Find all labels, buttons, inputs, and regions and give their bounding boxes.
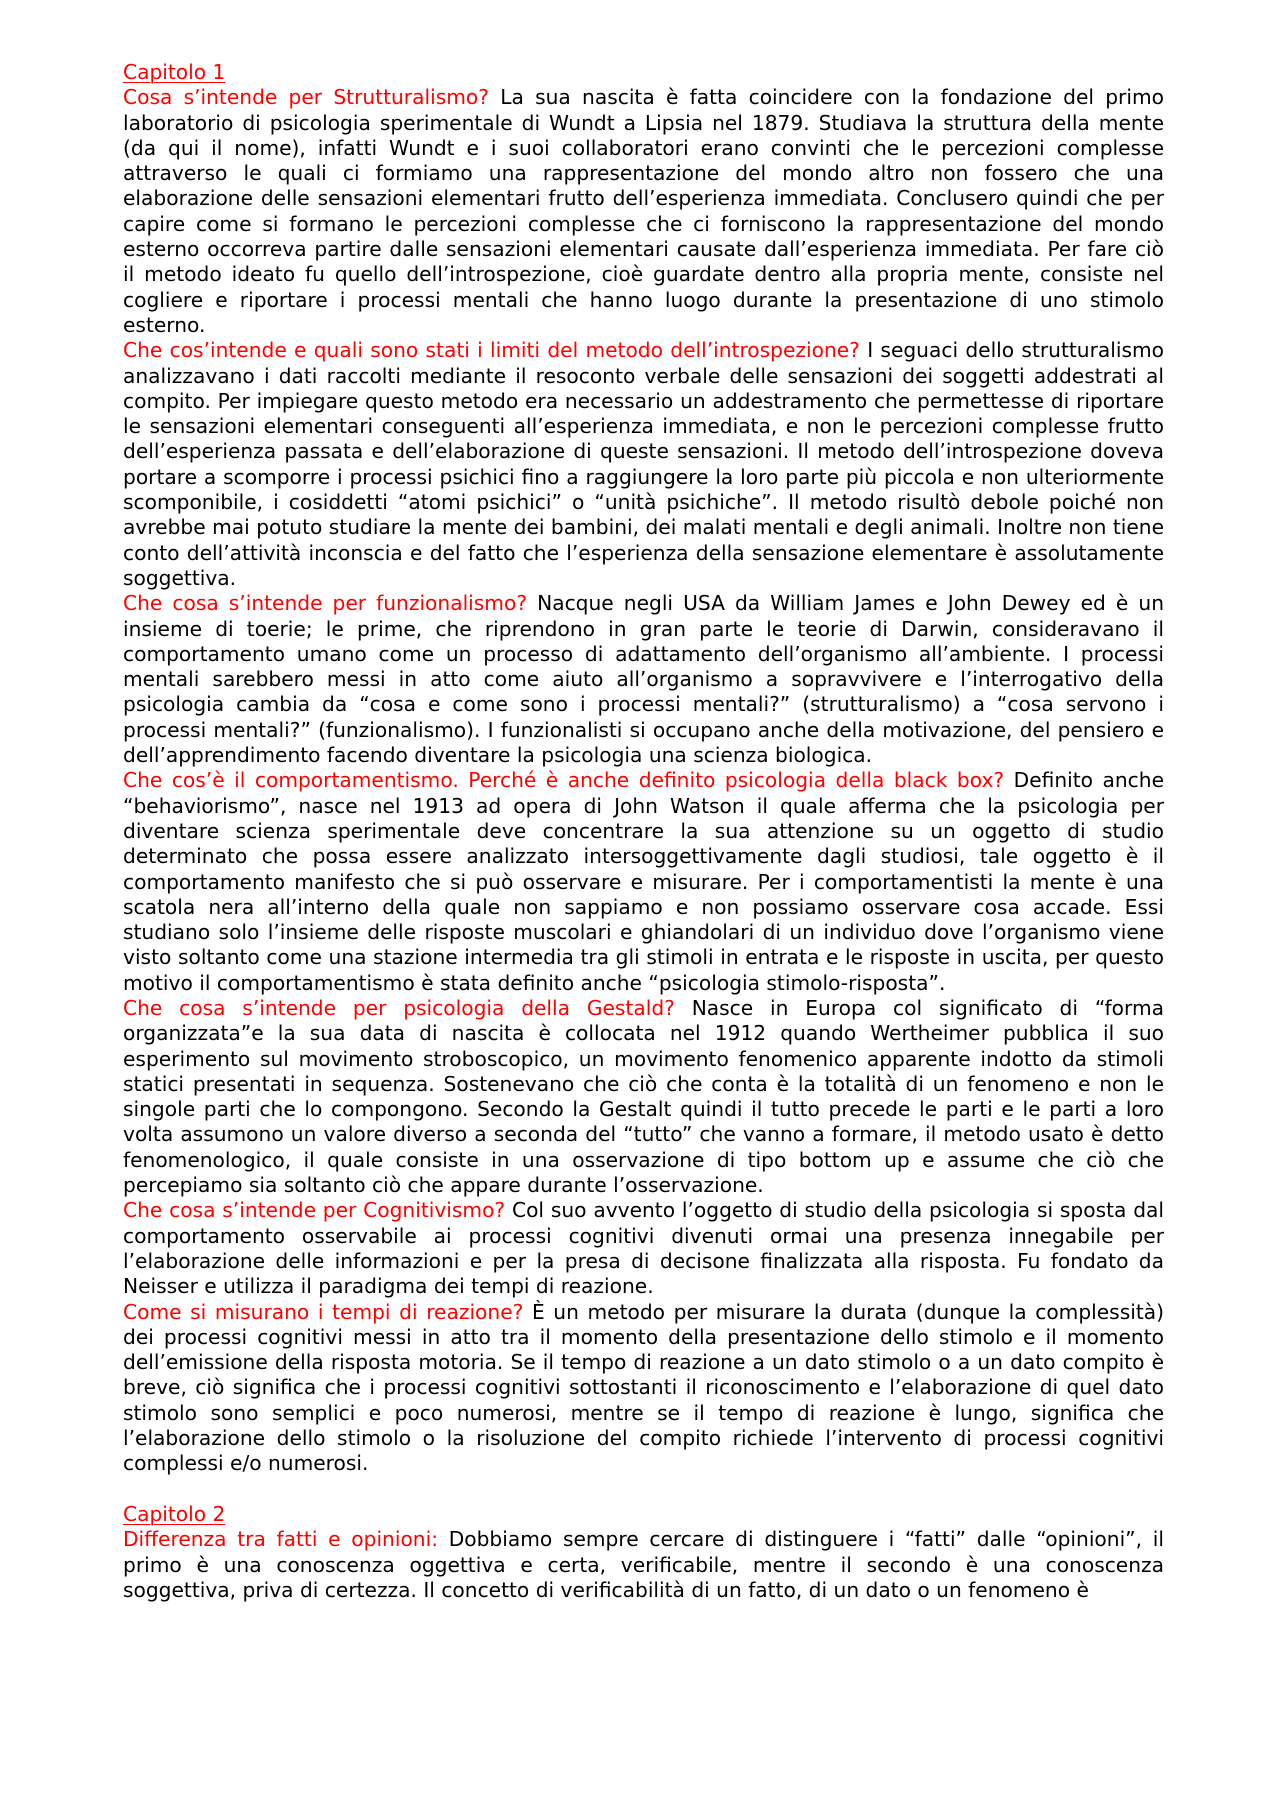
chapter-2-heading: Capitolo 2	[123, 1501, 226, 1526]
question-heading: Come si misurano i tempi di reazione?	[123, 1299, 524, 1324]
section-tempi-reazione	[123, 1300, 1164, 1477]
chapter-1-heading: Capitolo 1	[123, 60, 226, 84]
section-cognitivismo	[123, 1198, 1164, 1299]
section-comportamentismo	[123, 768, 1164, 996]
question-heading: Che cos’intende e quali sono stati i limiti del metodo dell’introspezione?	[123, 338, 860, 363]
section-introspezione	[123, 338, 1164, 591]
question-heading: Che cosa s’intende per psicologia della Gestald?	[123, 995, 675, 1020]
answer-text: Nacque negli USA da William James e John Dewey ed è un insieme di toerie; le prime, che riprendono in gran parte le teorie di Darwin, consideravano il comportamento umano come un processo di adattamento dell’organismo all’ambiente. I processi mentali sarebbero messi in atto come aiuto all’organismo a sopravvivere e l’interrogativo della psicologia cambia da “cosa e come sono i processi mentali?” (strutturalismo) a “cosa servono i processi mentali?” (funzionalismo). I funzionalisti si occupano anche della motivazione, del pensiero e dell’apprendimento facendo diventare la psicologia una scienza biologica.	[123, 591, 1164, 768]
question-heading: Che cosa s’intende per funzionalismo?	[123, 591, 528, 616]
section-funzionalismo	[123, 591, 1164, 768]
answer-text: Dobbiamo sempre cercare di distinguere i “fatti” dalle “opinioni”, il primo è una conoscenza oggettiva e certa, verificabile, mentre il secondo è una conoscenza soggettiva, priva di certezza. Il concetto di verificabilità di un fatto, di un dato o un fenomeno è	[123, 1527, 1164, 1602]
answer-text: La sua nascita è fatta coincidere con la fondazione del primo laboratorio di psicologia sperimentale di Wundt a Lipsia nel 1879. Studiava la struttura della mente (da qui il nome), infatti Wundt e i suoi collaboratori erano convinti che le percezioni complesse attraverso le quali ci formiamo una rappresentazione del mondo altro non fossero che una elaborazione delle sensazioni elementari frutto dell’esperienza immediata. Conclusero quindi che per capire come si formano le percezioni complesse che ci forniscono la rappresentazione del mondo esterno occorreva partire dalle sensazioni elementari causate dall’esperienza immediata. Per fare ciò il metodo ideato fu quello dell’introspezione, cioè guardate dentro alla propria mente, consiste nel cogliere e riportare i processi mentali che hanno luogo durante la presentazione di uno stimolo esterno.	[123, 85, 1164, 337]
answer-text: Col suo avvento l’oggetto di studio della psicologia si sposta dal comportamento osservabile ai processi cognitivi divenuti ormai una presenza innegabile per l’elaborazione delle informazioni e per la presa di decisone finalizzata alla risposta. Fu fondato da Neisser e utilizza il paradigma dei tempi di reazione.	[123, 1198, 1165, 1299]
answer-text: I seguaci dello strutturalismo analizzavano i dati raccolti mediante il resoconto verbale delle sensazioni dei soggetti addestrati al compito. Per impiegare questo metodo era necessario un addestramento che permettesse di riportare le sensazioni elementari conseguenti all’esperienza immediata, e non le percezioni complesse frutto dell’esperienza passata e dell’elaborazione di queste sensazioni. Il metodo dell’introspezione doveva portare a scomporre i processi psichici fino a raggiungere la loro parte più piccola e non ulteriormente scomponibile, i cosiddetti “atomi psichici” o “unità psichiche”. Il metodo risultò debole poiché non avrebbe mai potuto studiare la mente dei bambini, dei malati mentali e degli animali. Inoltre non tiene conto dell’attività inconscia e del fatto che l’esperienza della sensazione elementare è assolutamente soggettiva.	[123, 338, 1165, 590]
section-gestalt	[123, 996, 1164, 1198]
chapter-spacer	[123, 1477, 1164, 1502]
question-heading: Che cos’è il comportamentismo. Perché è anche definito psicologia della black box?	[123, 768, 1005, 793]
question-heading: Differenza tra fatti e opinioni:	[123, 1527, 439, 1552]
question-heading: Che cosa s’intende per Cognitivismo?	[123, 1198, 506, 1223]
answer-text: Nasce in Europa col significato di “forma organizzata”e la sua data di nascita è collocata nel 1912 quando Wertheimer pubblica il suo esperimento sul movimento stroboscopico, un movimento fenomenico apparente indotto da stimoli statici presentati in sequenza. Sostenevano che ciò che conta è la totalità di un fenomeno e non le singole parti che lo compongono. Secondo la Gestalt quindi il tutto precede le parti e le parti a loro volta assumono un valore diverso a seconda del “tutto” che vanno a formare, il metodo usato è detto fenomenologico, il quale consiste in una osservazione di tipo bottom up e assume che ciò che percepiamo sia soltanto ciò che appare durante l’osservazione.	[123, 995, 1164, 1198]
answer-text: Definito anche “behaviorismo”, nasce nel 1913 ad opera di John Watson il quale afferma che la psicologia per diventare scienza sperimentale deve concentrare la sua attenzione su un oggetto di studio determinato che possa essere analizzato intersoggettivamente dagli studiosi, tale oggetto è il comportamento manifesto che si può osservare e misurare. Per i comportamentisti la mente è una scatola nera all’interno della quale non sappiamo e non possiamo osservare cosa accade. Essi studiano solo l’insieme delle risposte muscolari e ghiandolari di un individuo dove l’organismo viene visto soltanto come una stazione intermedia tra gli stimoli in entrata e le risposte in uscita, per questo motivo il comportamentismo è stata definito anche “psicologia stimolo-risposta”.	[123, 768, 1164, 995]
section-fatti-opinioni	[123, 1527, 1164, 1603]
section-strutturalismo	[123, 85, 1164, 338]
question-heading: Cosa s’intende per Strutturalismo?	[123, 85, 489, 110]
answer-text: È un metodo per misurare la durata (dunque la complessità) dei processi cognitivi messi in atto tra il momento della presentazione dello stimolo e il momento dell’emissione della risposta motoria. Se il tempo di reazione a un dato stimolo o a un dato compito è breve, ciò significa che i processi cognitivi sottostanti il riconoscimento e l’elaborazione di quel dato stimolo sono semplici e poco numerosi, mentre se il tempo di reazione è lungo, significa che l’elaborazione dello stimolo o la risoluzione del compito richiede l’intervento di processi cognitivi complessi e/o numerosi.	[123, 1299, 1164, 1476]
